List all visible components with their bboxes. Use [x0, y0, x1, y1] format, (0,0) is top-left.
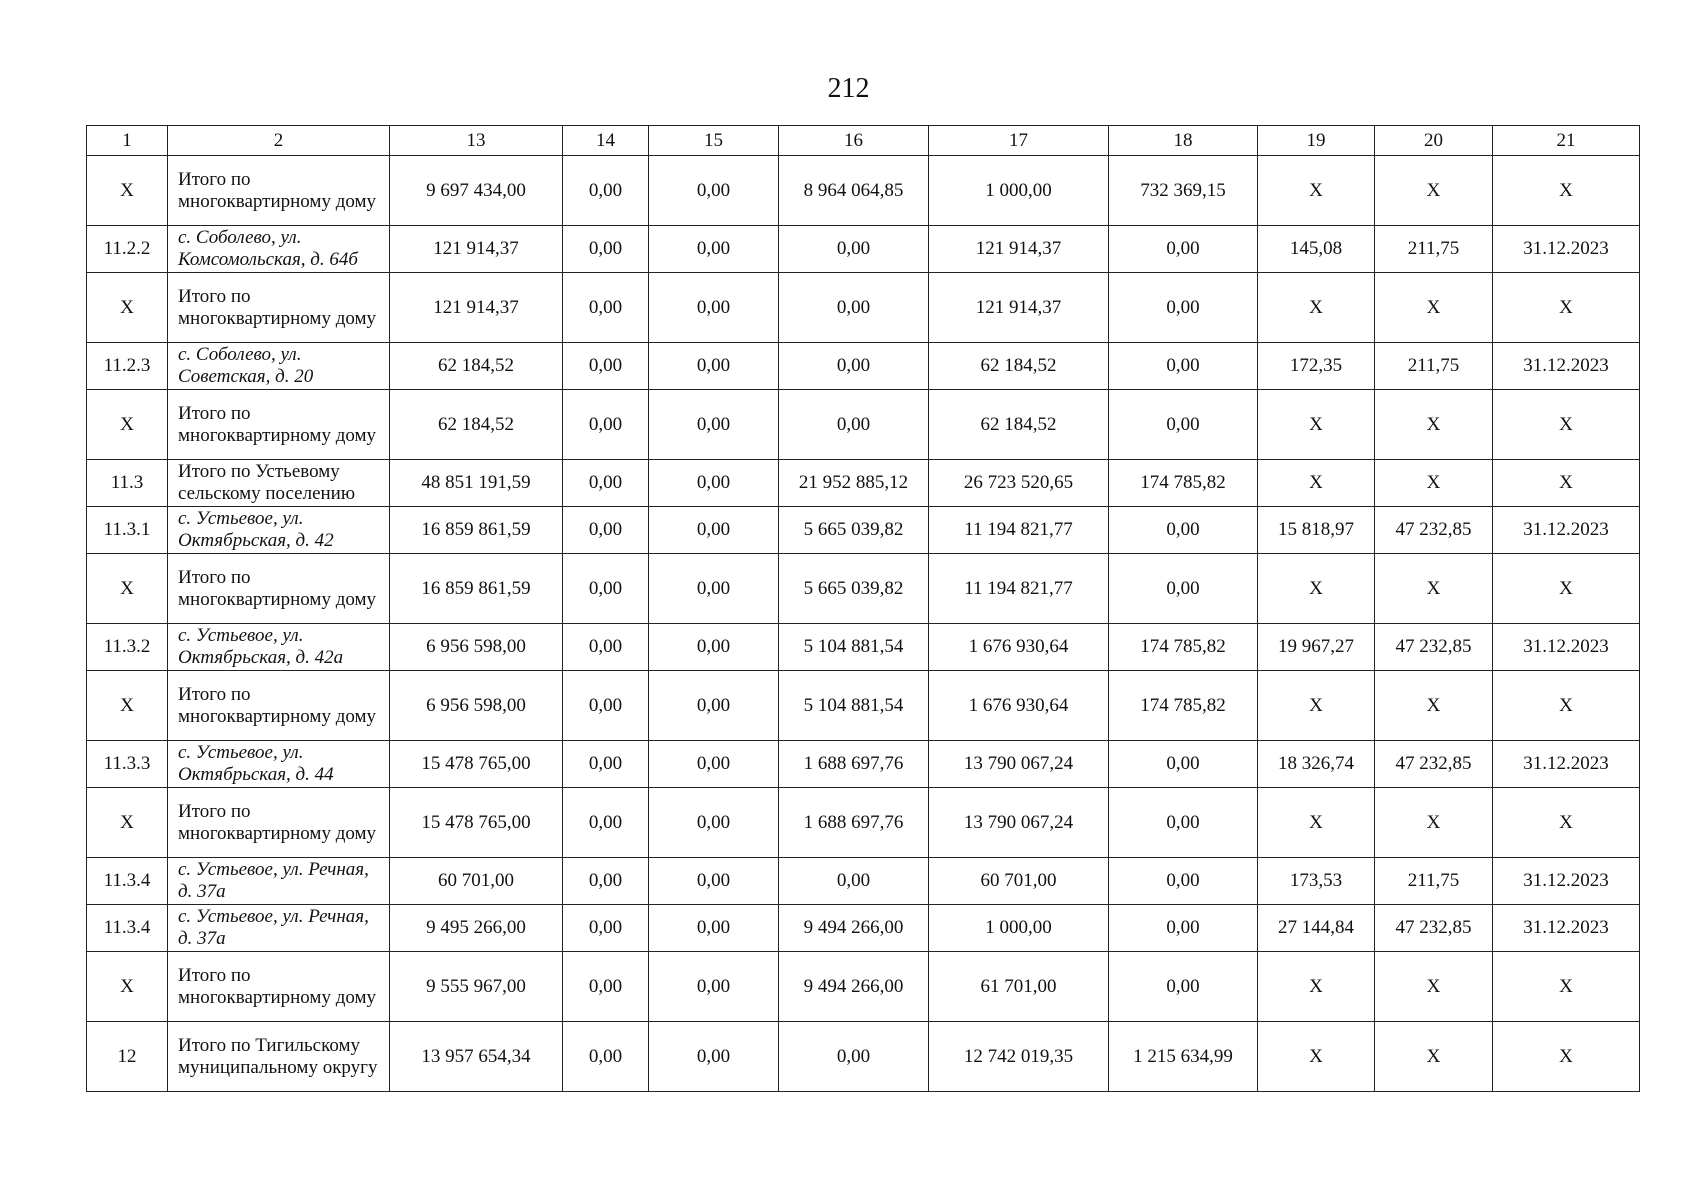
col-18-cell: 0,00: [1109, 390, 1258, 460]
table-row: [87, 905, 1640, 952]
col-14-cell: 0,00: [563, 460, 649, 507]
col-13-cell: 48 851 191,59: [390, 460, 563, 507]
col-18-cell: 732 369,15: [1109, 156, 1258, 226]
column-header: 14: [563, 126, 649, 156]
table-row: [87, 1022, 1640, 1092]
col-19-cell: 19 967,27: [1258, 624, 1375, 671]
col-20-cell: 211,75: [1375, 343, 1493, 390]
col-13-cell: 62 184,52: [390, 343, 563, 390]
row-number-cell: Х: [87, 390, 168, 460]
col-17-cell: 121 914,37: [929, 273, 1109, 343]
col-17-cell: 13 790 067,24: [929, 788, 1109, 858]
col-21-cell: Х: [1493, 671, 1640, 741]
col-15-cell: 0,00: [649, 905, 779, 952]
column-header: 15: [649, 126, 779, 156]
col-16-cell: 5 104 881,54: [779, 624, 929, 671]
col-17-cell: 60 701,00: [929, 858, 1109, 905]
table-row: [87, 554, 1640, 624]
col-18-cell: 0,00: [1109, 226, 1258, 273]
name-cell: Итого по многоквартирному дому: [168, 390, 390, 460]
column-header: 20: [1375, 126, 1493, 156]
col-19-cell: Х: [1258, 156, 1375, 226]
col-20-cell: Х: [1375, 952, 1493, 1022]
row-number-cell: 12: [87, 1022, 168, 1092]
col-15-cell: 0,00: [649, 343, 779, 390]
col-18-cell: 0,00: [1109, 554, 1258, 624]
col-13-cell: 121 914,37: [390, 273, 563, 343]
table-row: [87, 156, 1640, 226]
column-header: 1: [87, 126, 168, 156]
column-header: 13: [390, 126, 563, 156]
row-number-cell: Х: [87, 554, 168, 624]
table-row: [87, 343, 1640, 390]
table-row: [87, 390, 1640, 460]
col-13-cell: 9 555 967,00: [390, 952, 563, 1022]
col-13-cell: 16 859 861,59: [390, 554, 563, 624]
col-20-cell: Х: [1375, 273, 1493, 343]
col-16-cell: 9 494 266,00: [779, 952, 929, 1022]
row-number-cell: 11.3.2: [87, 624, 168, 671]
col-13-cell: 121 914,37: [390, 226, 563, 273]
row-number-cell: 11.3.4: [87, 905, 168, 952]
table-row: [87, 226, 1640, 273]
col-15-cell: 0,00: [649, 624, 779, 671]
col-15-cell: 0,00: [649, 952, 779, 1022]
col-13-cell: 9 697 434,00: [390, 156, 563, 226]
col-18-cell: 0,00: [1109, 905, 1258, 952]
col-18-cell: 0,00: [1109, 343, 1258, 390]
col-16-cell: 9 494 266,00: [779, 905, 929, 952]
col-17-cell: 1 000,00: [929, 905, 1109, 952]
col-15-cell: 0,00: [649, 554, 779, 624]
col-21-cell: Х: [1493, 390, 1640, 460]
column-header: 16: [779, 126, 929, 156]
name-cell: Итого по многоквартирному дому: [168, 788, 390, 858]
col-20-cell: 47 232,85: [1375, 741, 1493, 788]
col-18-cell: 0,00: [1109, 858, 1258, 905]
col-15-cell: 0,00: [649, 507, 779, 554]
col-16-cell: 0,00: [779, 273, 929, 343]
col-20-cell: Х: [1375, 788, 1493, 858]
col-14-cell: 0,00: [563, 741, 649, 788]
col-17-cell: 11 194 821,77: [929, 554, 1109, 624]
col-18-cell: 0,00: [1109, 273, 1258, 343]
name-cell: с. Соболево, ул. Советская, д. 20: [168, 343, 390, 390]
col-18-cell: 174 785,82: [1109, 624, 1258, 671]
col-14-cell: 0,00: [563, 1022, 649, 1092]
col-15-cell: 0,00: [649, 858, 779, 905]
col-16-cell: 1 688 697,76: [779, 741, 929, 788]
table-row: [87, 858, 1640, 905]
col-21-cell: Х: [1493, 460, 1640, 507]
table-row: [87, 273, 1640, 343]
col-21-cell: Х: [1493, 952, 1640, 1022]
col-21-cell: Х: [1493, 156, 1640, 226]
col-21-cell: Х: [1493, 788, 1640, 858]
column-header: 18: [1109, 126, 1258, 156]
col-14-cell: 0,00: [563, 507, 649, 554]
col-19-cell: 27 144,84: [1258, 905, 1375, 952]
name-cell: Итого по многоквартирному дому: [168, 156, 390, 226]
row-number-cell: Х: [87, 273, 168, 343]
col-15-cell: 0,00: [649, 1022, 779, 1092]
col-19-cell: Х: [1258, 273, 1375, 343]
col-20-cell: Х: [1375, 554, 1493, 624]
col-21-cell: 31.12.2023: [1493, 507, 1640, 554]
col-18-cell: 174 785,82: [1109, 671, 1258, 741]
capital-repair-table: [86, 125, 1640, 1092]
col-17-cell: 11 194 821,77: [929, 507, 1109, 554]
col-17-cell: 121 914,37: [929, 226, 1109, 273]
col-16-cell: 8 964 064,85: [779, 156, 929, 226]
col-17-cell: 61 701,00: [929, 952, 1109, 1022]
col-15-cell: 0,00: [649, 671, 779, 741]
col-19-cell: 173,53: [1258, 858, 1375, 905]
col-20-cell: Х: [1375, 460, 1493, 507]
name-cell: Итого по многоквартирному дому: [168, 273, 390, 343]
col-19-cell: Х: [1258, 390, 1375, 460]
col-21-cell: 31.12.2023: [1493, 741, 1640, 788]
table-row: [87, 741, 1640, 788]
col-16-cell: 0,00: [779, 1022, 929, 1092]
row-number-cell: Х: [87, 156, 168, 226]
col-17-cell: 62 184,52: [929, 343, 1109, 390]
col-21-cell: 31.12.2023: [1493, 624, 1640, 671]
col-21-cell: 31.12.2023: [1493, 905, 1640, 952]
col-16-cell: 5 665 039,82: [779, 507, 929, 554]
table-row: [87, 671, 1640, 741]
col-13-cell: 6 956 598,00: [390, 671, 563, 741]
name-cell: Итого по многоквартирному дому: [168, 952, 390, 1022]
col-18-cell: 0,00: [1109, 952, 1258, 1022]
col-14-cell: 0,00: [563, 671, 649, 741]
row-number-cell: Х: [87, 788, 168, 858]
col-18-cell: 0,00: [1109, 788, 1258, 858]
col-14-cell: 0,00: [563, 624, 649, 671]
table-row: [87, 460, 1640, 507]
col-19-cell: 172,35: [1258, 343, 1375, 390]
col-15-cell: 0,00: [649, 460, 779, 507]
col-14-cell: 0,00: [563, 156, 649, 226]
table-row: [87, 952, 1640, 1022]
col-16-cell: 5 104 881,54: [779, 671, 929, 741]
col-16-cell: 0,00: [779, 858, 929, 905]
col-20-cell: 47 232,85: [1375, 507, 1493, 554]
col-19-cell: Х: [1258, 788, 1375, 858]
column-header: 2: [168, 126, 390, 156]
col-13-cell: 9 495 266,00: [390, 905, 563, 952]
col-14-cell: 0,00: [563, 390, 649, 460]
col-15-cell: 0,00: [649, 788, 779, 858]
table-header: [87, 126, 1640, 156]
col-13-cell: 13 957 654,34: [390, 1022, 563, 1092]
col-14-cell: 0,00: [563, 273, 649, 343]
name-cell: с. Соболево, ул. Комсомольская, д. 64б: [168, 226, 390, 273]
col-19-cell: Х: [1258, 952, 1375, 1022]
name-cell: с. Устьевое, ул. Октябрьская, д. 42а: [168, 624, 390, 671]
name-cell: с. Устьевое, ул. Речная, д. 37а: [168, 858, 390, 905]
col-16-cell: 5 665 039,82: [779, 554, 929, 624]
name-cell: с. Устьевое, ул. Речная, д. 37а: [168, 905, 390, 952]
col-16-cell: 1 688 697,76: [779, 788, 929, 858]
col-14-cell: 0,00: [563, 858, 649, 905]
col-16-cell: 0,00: [779, 390, 929, 460]
column-header: 19: [1258, 126, 1375, 156]
col-15-cell: 0,00: [649, 741, 779, 788]
col-14-cell: 0,00: [563, 226, 649, 273]
column-header: 17: [929, 126, 1109, 156]
page-number: 212: [827, 73, 870, 104]
col-19-cell: 18 326,74: [1258, 741, 1375, 788]
col-17-cell: 1 000,00: [929, 156, 1109, 226]
col-19-cell: Х: [1258, 671, 1375, 741]
col-21-cell: Х: [1493, 1022, 1640, 1092]
col-21-cell: Х: [1493, 273, 1640, 343]
col-19-cell: Х: [1258, 460, 1375, 507]
name-cell: с. Устьевое, ул. Октябрьская, д. 44: [168, 741, 390, 788]
col-20-cell: Х: [1375, 671, 1493, 741]
col-20-cell: 211,75: [1375, 858, 1493, 905]
table-row: [87, 624, 1640, 671]
col-20-cell: Х: [1375, 390, 1493, 460]
col-21-cell: Х: [1493, 554, 1640, 624]
col-16-cell: 0,00: [779, 226, 929, 273]
row-number-cell: 11.3: [87, 460, 168, 507]
col-15-cell: 0,00: [649, 273, 779, 343]
col-17-cell: 13 790 067,24: [929, 741, 1109, 788]
col-17-cell: 26 723 520,65: [929, 460, 1109, 507]
table-row: [87, 507, 1640, 554]
col-20-cell: 47 232,85: [1375, 905, 1493, 952]
row-number-cell: 11.3.1: [87, 507, 168, 554]
col-17-cell: 1 676 930,64: [929, 671, 1109, 741]
col-14-cell: 0,00: [563, 554, 649, 624]
col-19-cell: 145,08: [1258, 226, 1375, 273]
row-number-cell: Х: [87, 671, 168, 741]
row-number-cell: 11.3.4: [87, 858, 168, 905]
col-13-cell: 60 701,00: [390, 858, 563, 905]
col-13-cell: 6 956 598,00: [390, 624, 563, 671]
col-18-cell: 1 215 634,99: [1109, 1022, 1258, 1092]
col-21-cell: 31.12.2023: [1493, 858, 1640, 905]
col-18-cell: 0,00: [1109, 507, 1258, 554]
col-19-cell: Х: [1258, 554, 1375, 624]
col-13-cell: 16 859 861,59: [390, 507, 563, 554]
col-14-cell: 0,00: [563, 952, 649, 1022]
col-20-cell: Х: [1375, 156, 1493, 226]
col-15-cell: 0,00: [649, 390, 779, 460]
column-number-row: [87, 126, 1640, 156]
col-20-cell: Х: [1375, 1022, 1493, 1092]
col-20-cell: 47 232,85: [1375, 624, 1493, 671]
col-14-cell: 0,00: [563, 788, 649, 858]
col-20-cell: 211,75: [1375, 226, 1493, 273]
col-13-cell: 62 184,52: [390, 390, 563, 460]
col-17-cell: 62 184,52: [929, 390, 1109, 460]
column-header: 21: [1493, 126, 1640, 156]
col-16-cell: 0,00: [779, 343, 929, 390]
row-number-cell: 11.3.3: [87, 741, 168, 788]
row-number-cell: 11.2.2: [87, 226, 168, 273]
col-14-cell: 0,00: [563, 905, 649, 952]
col-17-cell: 1 676 930,64: [929, 624, 1109, 671]
col-16-cell: 21 952 885,12: [779, 460, 929, 507]
col-15-cell: 0,00: [649, 156, 779, 226]
col-19-cell: 15 818,97: [1258, 507, 1375, 554]
table-body: [87, 156, 1640, 1092]
col-21-cell: 31.12.2023: [1493, 343, 1640, 390]
col-18-cell: 174 785,82: [1109, 460, 1258, 507]
col-15-cell: 0,00: [649, 226, 779, 273]
col-13-cell: 15 478 765,00: [390, 788, 563, 858]
row-number-cell: Х: [87, 952, 168, 1022]
col-14-cell: 0,00: [563, 343, 649, 390]
table-row: [87, 788, 1640, 858]
col-19-cell: Х: [1258, 1022, 1375, 1092]
name-cell: с. Устьевое, ул. Октябрьская, д. 42: [168, 507, 390, 554]
name-cell: Итого по Устьевому сельскому поселению: [168, 460, 390, 507]
col-21-cell: 31.12.2023: [1493, 226, 1640, 273]
name-cell: Итого по Тигильскому муниципальному округу: [168, 1022, 390, 1092]
col-13-cell: 15 478 765,00: [390, 741, 563, 788]
col-17-cell: 12 742 019,35: [929, 1022, 1109, 1092]
row-number-cell: 11.2.3: [87, 343, 168, 390]
col-18-cell: 0,00: [1109, 741, 1258, 788]
name-cell: Итого по многоквартирному дому: [168, 671, 390, 741]
name-cell: Итого по многоквартирному дому: [168, 554, 390, 624]
